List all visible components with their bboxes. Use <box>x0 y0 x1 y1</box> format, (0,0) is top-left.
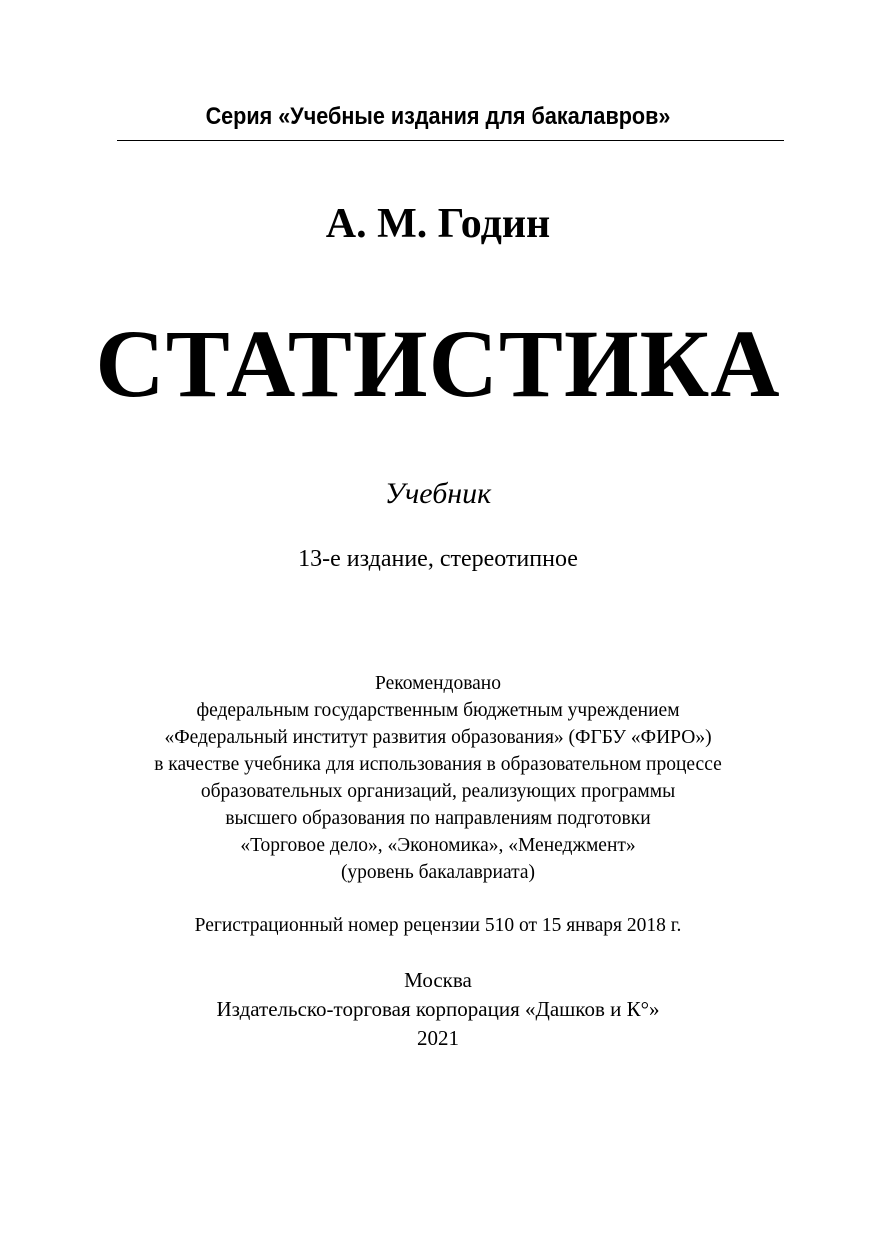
author-name: А. М. Годин <box>325 201 551 247</box>
imprint-city: Москва <box>404 968 472 992</box>
registration-number: Регистрационный номер рецензии 510 от 15 января 2018 г. <box>194 915 682 936</box>
recommendation-line: высшего образования по направлениям подготовки <box>225 808 651 829</box>
series-title: Серия «Учебные издания для бакалавров» <box>205 103 671 130</box>
imprint-year: 2021 <box>417 1026 459 1050</box>
edition-info: 13-е издание, стереотипное <box>298 546 578 572</box>
recommendation-line: (уровень бакалавриата) <box>340 862 536 883</box>
recommendation-line: в качестве учебника для использования в образовательном процессе <box>154 754 722 775</box>
recommendation-line: образовательных организаций, реализующих программы <box>200 781 676 802</box>
recommendation-block <box>0 670 876 886</box>
imprint-publisher: Издательско-торговая корпорация «Дашков и К°» <box>216 997 660 1021</box>
recommendation-line: «Торговое дело», «Экономика», «Менеджмент» <box>240 835 636 856</box>
series-divider <box>117 140 784 141</box>
recommendation-line: «Федеральный институт развития образования» (ФГБУ «ФИРО») <box>164 727 712 748</box>
book-kind: Учебник <box>384 477 492 510</box>
recommendation-line: Рекомендовано <box>375 673 501 694</box>
recommendation-line: федеральным государственным бюджетным учреждением <box>196 700 680 721</box>
book-title: СТАТИСТИКА <box>95 310 781 417</box>
imprint-block <box>0 966 876 1053</box>
